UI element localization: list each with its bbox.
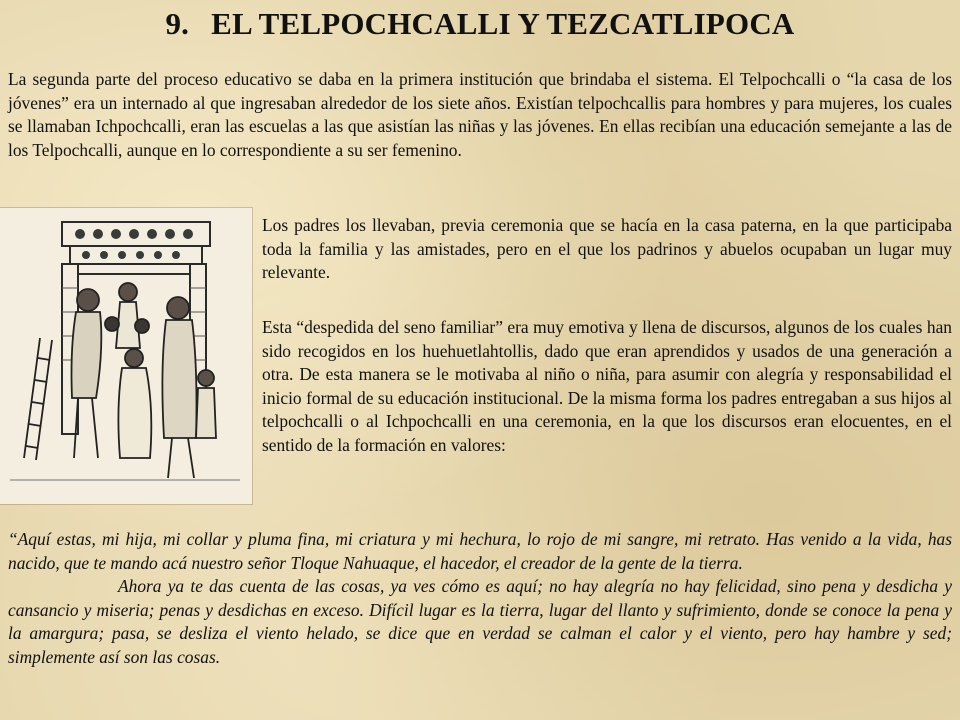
intro-paragraph: La segunda parte del proceso educativo se daba en la primera institución que brindaba el sistema. El Telpochcalli o “la casa de los jóvenes” era un internado al que ingresaban alrededor de los siete años. Existían telpochcallis para hombres y para mujeres, los cuales se llamaban Ichpochcalli, eran las escuelas a las que asistían las niñas y las jóvenes. En ellas recibían una educación semejante a las de los Telpochcalli, aunque en lo correspondiente a su ser femenino. [8,69,952,160]
side-paragraph-1: Los padres los llevaban, previa ceremonia que se hacía en la casa paterna, en la que participaba toda la familia y las amistades, pero en el que los padrinos y abuelos ocupaban un lugar muy relevante. [262,215,952,282]
codex-illustration-icon [0,208,252,504]
quote-paragraph-2: Ahora ya te das cuenta de las cosas, ya ves cómo es aquí; no hay alegría no hay felicidad, sino pena y desdicha y cansancio y miseria; penas y desdichas en exceso. Difícil lugar es la tierra, lugar del llanto y sufrimiento, donde se conoce la pena y la amargura; pasa, se desliza el viento helado, se dice que en verdad se calman el calor y el viento, pero hay hambre y sed; simplemente así son las cosas. [8,576,952,667]
quote-block [8,528,952,669]
quote-paragraph-1: “Aquí estas, mi hija, mi collar y pluma fina, mi criatura y mi hechura, lo rojo de mi sangre, mi retrato. Has venido a la vida, has nacido, que te mando acá nuestro señor Tloque Nahuaque, el hacedor, el creador de la gente de la tierra. [8,529,952,573]
page-title [0,6,960,42]
section-title: EL TELPOCHCALLI Y TEZCATLIPOCA [211,6,795,41]
side-paragraph-2: Esta “despedida del seno familiar” era muy emotiva y llena de discursos, algunos de los cuales han sido recogidos en los huehuetlahtollis, dado que eran aprendidos y usados de una generación a otra. De esta manera se le motivaba al niño o niña, para asumir con alegría y responsabilidad el inicio formal de su educación institucional. De la misma forma los padres entregaban a sus hijos al telpochcalli o al Ichpochcalli en una ceremonia, en la que los discursos eran elocuentes, en el sentido de la formación en valores: [262,317,952,455]
section-number: 9. [165,6,190,41]
